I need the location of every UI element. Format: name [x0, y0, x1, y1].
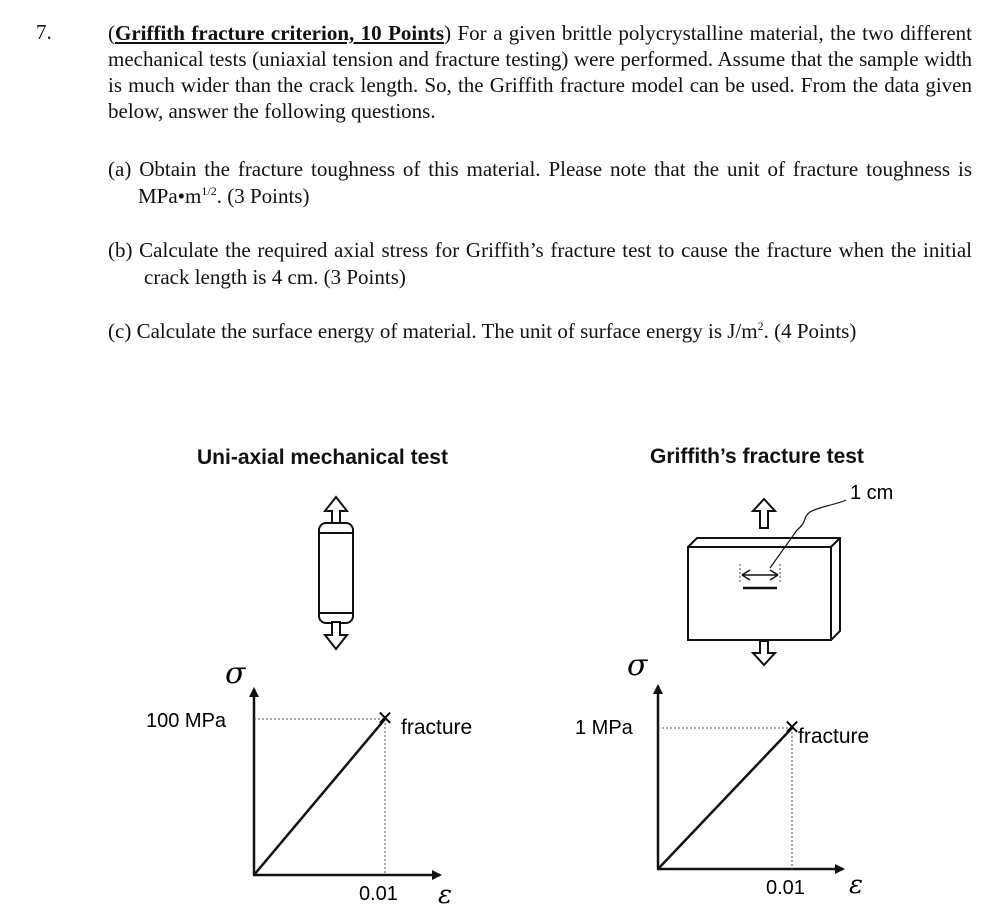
left-chart: [146, 656, 472, 910]
right-specimen: [688, 499, 846, 665]
question-number: 7.: [36, 20, 52, 44]
left-x-value-label: 0.01: [359, 883, 398, 905]
plate-up-arrow-icon: [753, 499, 775, 528]
left-sigma-symbol: σ: [225, 656, 246, 691]
right-epsilon-symbol: ε: [849, 870, 863, 900]
left-fracture-mark: ✕: [376, 708, 394, 730]
tension-up-arrow-icon: [325, 497, 347, 524]
part-c-text: Calculate the surface energy of material. The unit of surface energy is J/m: [136, 319, 758, 343]
plate-down-arrow-icon: [753, 641, 775, 665]
left-specimen: [319, 497, 353, 649]
question-title: Griffith fracture criterion, 10 Points: [115, 21, 445, 45]
right-stress-strain-line: [658, 728, 792, 869]
left-stress-strain-line: [254, 719, 385, 875]
left-fracture-label: fracture: [401, 716, 473, 739]
part-c-label: (c): [108, 319, 132, 343]
cylinder-specimen-icon: [319, 523, 353, 623]
part-a-text: Obtain the fracture toughness of this material. Please note that the unit of fracture toughness is MPa•m: [138, 157, 973, 208]
part-a-text-after: . (3 Points): [216, 184, 310, 208]
right-chart: [575, 648, 869, 900]
right-figure-title: Griffith’s fracture test: [650, 445, 864, 468]
part-c-sup: 2: [757, 319, 764, 333]
part-a-label: (a): [108, 157, 132, 181]
part-a-sup: 1/2: [201, 184, 217, 198]
left-figure-title: Uni-axial mechanical test: [197, 446, 448, 469]
right-x-value-label: 0.01: [766, 877, 805, 899]
left-y-value-label: 100 MPa: [146, 710, 227, 732]
part-b-text: Calculate the required axial stress for Griffith’s fracture test to cause the fracture when the initial crack length is 4 cm. (3 Points): [139, 238, 973, 289]
title-open-paren: (: [108, 21, 115, 45]
right-y-value-label: 1 MPa: [575, 717, 633, 739]
tension-down-arrow-icon: [325, 622, 347, 649]
plate-specimen-icon: [688, 547, 831, 640]
right-fracture-label: fracture: [798, 725, 870, 748]
part-c-text-after: . (4 Points): [763, 319, 857, 343]
right-sigma-symbol: σ: [627, 648, 648, 683]
right-fracture-mark: ✕: [783, 717, 801, 739]
left-epsilon-symbol: ε: [438, 880, 452, 910]
crack-length-label: 1 cm: [850, 482, 894, 504]
question-intro-text: For a given brittle polycrystalline material, the two different mechanical tests (uniaxial tension and fracture testing) were performed. Assume that the sample width is much wider than the crack length. So, the Griffith fracture model can be used. From the data given below, answer the following questions.: [108, 21, 972, 123]
part-b-label: (b): [108, 238, 133, 262]
title-close-paren: ): [444, 21, 452, 45]
